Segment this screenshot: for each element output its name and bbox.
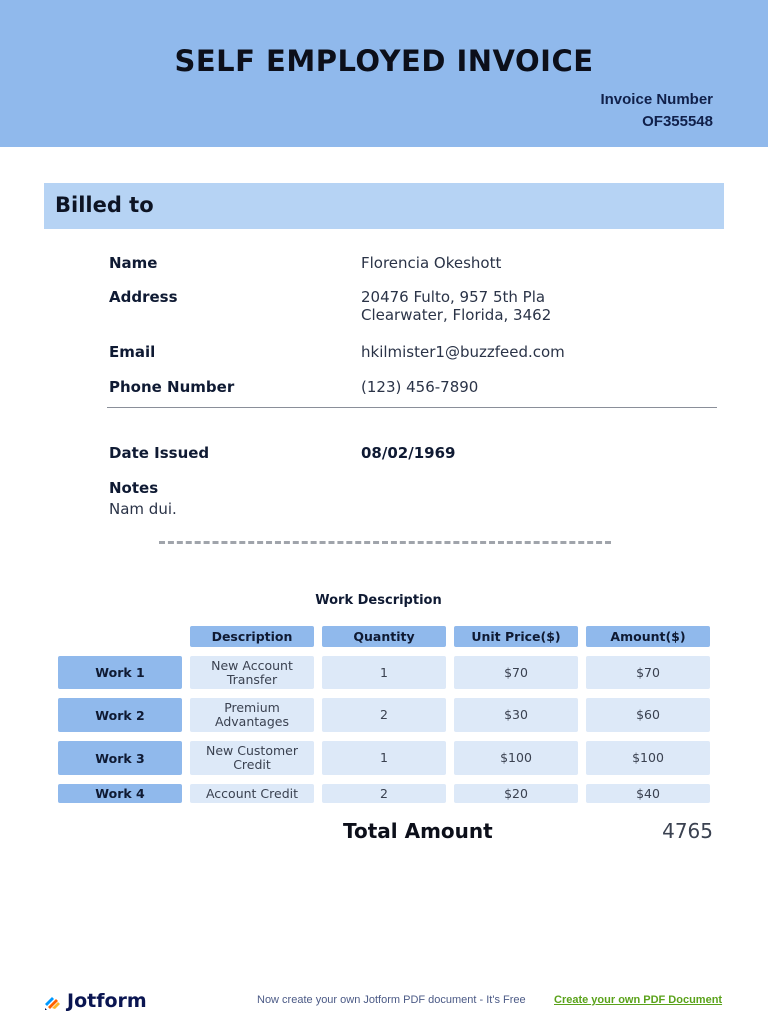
total-amount-value: 4765	[662, 819, 713, 843]
work-3-description: New Customer Credit	[190, 741, 314, 775]
notes-label: Notes	[109, 479, 159, 497]
phone-value: (123) 456-7890	[361, 378, 479, 396]
create-pdf-link[interactable]: Create your own PDF Document	[554, 994, 723, 1006]
footer-note: Now create your own Jotform PDF document - It's Free	[257, 994, 526, 1006]
jotform-logo-icon	[43, 991, 63, 1011]
work-1-amount: $70	[586, 656, 710, 689]
work-description-title: Work Description	[315, 593, 442, 608]
work-1-description: New Account Transfer	[190, 656, 314, 689]
column-header-quantity: Quantity	[322, 626, 446, 647]
billed-to-section-header	[44, 183, 724, 229]
date-issued-label: Date Issued	[109, 444, 210, 462]
date-issued-value: 08/02/1969	[361, 444, 456, 462]
jotform-logo-text: Jotform	[67, 990, 147, 1012]
address-label: Address	[109, 288, 178, 306]
work-3-quantity: 1	[322, 741, 446, 775]
name-value: Florencia Okeshott	[361, 254, 502, 272]
row-label-work-1: Work 1	[58, 656, 182, 689]
work-4-description: Account Credit	[190, 784, 314, 803]
column-header-description: Description	[190, 626, 314, 647]
work-2-description: Premium Advantages	[190, 698, 314, 732]
column-header-unit-price: Unit Price($)	[454, 626, 578, 647]
invoice-title: SELF EMPLOYED INVOICE	[174, 44, 594, 78]
notes-value: Nam dui.	[109, 500, 177, 518]
address-line-1: 20476 Fulto, 957 5th Pla	[361, 288, 546, 306]
invoice-header	[0, 0, 768, 147]
work-4-quantity: 2	[322, 784, 446, 803]
work-2-quantity: 2	[322, 698, 446, 732]
row-label-work-2: Work 2	[58, 698, 182, 732]
work-2-unit-price: $30	[454, 698, 578, 732]
work-4-amount: $40	[586, 784, 710, 803]
row-label-work-3: Work 3	[58, 741, 182, 775]
invoice-number-label: Invoice Number	[600, 91, 713, 108]
jotform-logo[interactable]	[43, 990, 147, 1012]
invoice-number: OF355548	[642, 113, 713, 130]
work-1-quantity: 1	[322, 656, 446, 689]
email-label: Email	[109, 343, 156, 361]
work-4-unit-price: $20	[454, 784, 578, 803]
divider	[107, 407, 717, 408]
row-label-work-4: Work 4	[58, 784, 182, 803]
dashed-separator	[159, 541, 611, 544]
work-3-amount: $100	[586, 741, 710, 775]
column-header-amount: Amount($)	[586, 626, 710, 647]
total-amount-label: Total Amount	[343, 819, 493, 843]
work-2-amount: $60	[586, 698, 710, 732]
email-value: hkilmister1@buzzfeed.com	[361, 343, 565, 361]
address-line-2: Clearwater, Florida, 3462	[361, 306, 552, 324]
billed-to-heading: Billed to	[55, 193, 154, 217]
phone-label: Phone Number	[109, 378, 235, 396]
work-1-unit-price: $70	[454, 656, 578, 689]
work-3-unit-price: $100	[454, 741, 578, 775]
name-label: Name	[109, 254, 158, 272]
